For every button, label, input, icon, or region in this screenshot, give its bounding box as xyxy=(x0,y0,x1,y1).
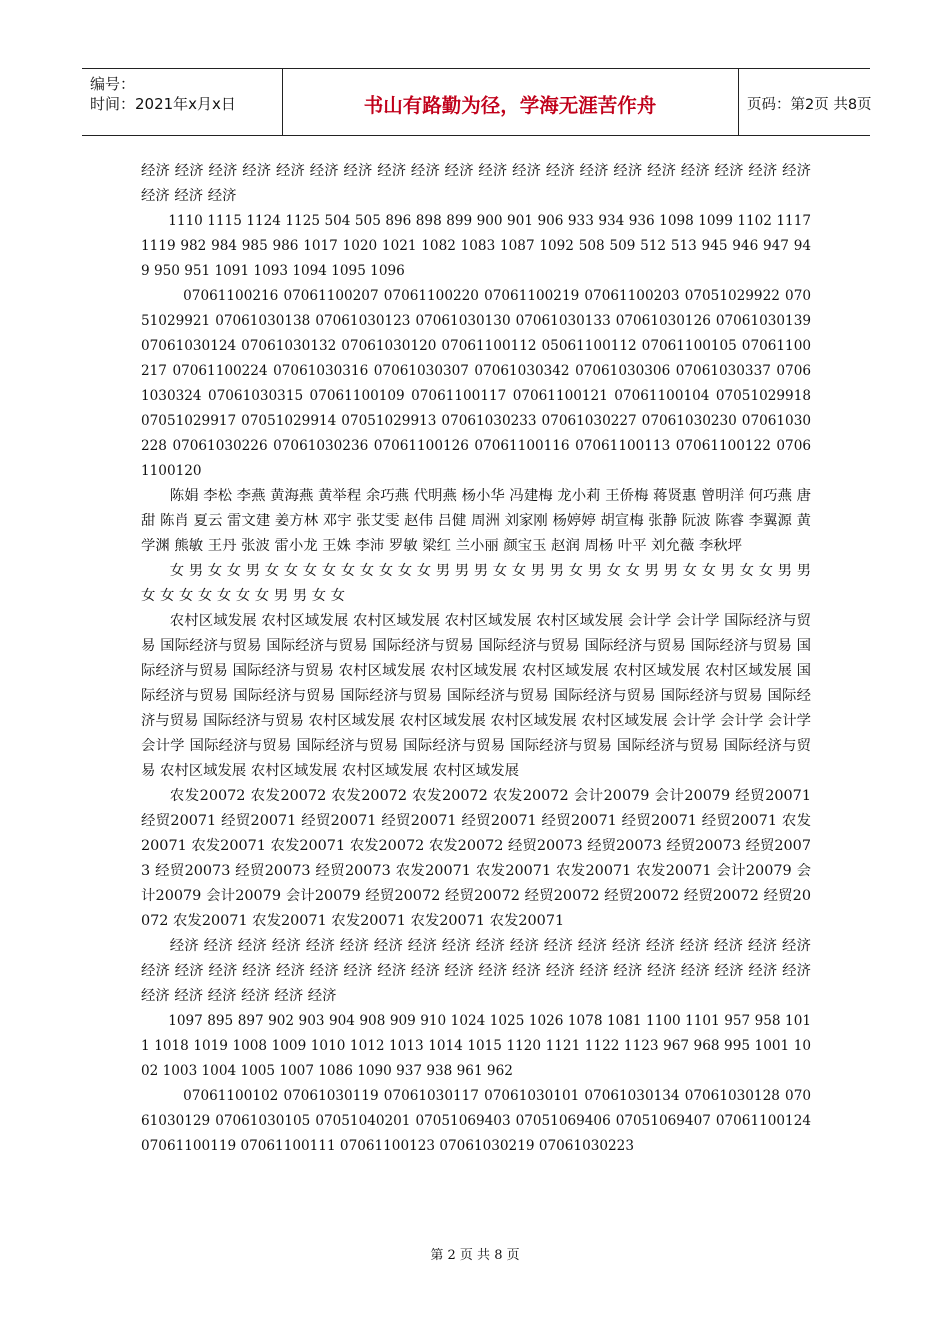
header-info-cell xyxy=(82,69,283,135)
header-page-code: 页码：第2页 共8页 xyxy=(747,97,872,113)
paragraph-genders: 女 男 女 女 男 女 女 女 女 女 女 女 女 女 男 男 男 女 女 男 男 女 男 女 女 男 男 女 女 男 女 女 男 男 女 女 女 女 女 女 女 男 男 女 女 xyxy=(141,563,811,604)
page-footer: 第 2 页 共 8 页 xyxy=(430,1248,520,1263)
document-body xyxy=(141,159,811,1159)
paragraph-classes: 农发20072 农发20072 农发20072 农发20072 农发20072 会计20079 会计20079 经贸20071 经贸20071 经贸20071 经贸20071 经贸20071 经贸20071 经贸20071 经贸20071 经贸20071 农发20071 农发20071 农发20071 农发20072 农发20072 经贸20073 经贸20073 经贸20073 经贸20073 经贸20073 经贸20073 经贸20073 农发20071 农发20071 农发20071 农发20071 会计20079 会计20079 会计20079 会计20079 经贸20072 经贸20072 经贸20072 经贸20072 经贸20072 经贸20072 农发20071 农发20071 农发20071 农发20071 农发20071 xyxy=(141,788,811,929)
paragraph-seat-numbers-2: 1097 895 897 902 903 904 908 909 910 1024 1025 1026 1078 1081 1100 1101 957 958 1011 1018 1019 1008 1009 1010 1012 1013 1014 1015 1120 1121 1122 1123 967 968 995 1001 1002 1003 1004 1005 1007 1086 1090 937 938 961 962 xyxy=(141,1013,811,1079)
paragraph-student-ids: 07061100216 07061100207 07061100220 07061100219 07061100203 07051029922 07051029921 07061030138 07061030123 07061030130 07061030133 07061030126 07061030139 07061030124 07061030132 07061030120 07061100112 05061100112 07061100105 07061100217 07061100224 07061030316 07061030307 07061030342 07061030306 07061030337 07061030324 07061030315 07061100109 07061100117 07061100121 07061100104 07051029918 07051029917 07051029914 07051029913 07061030233 07061030227 07061030230 07061030228 07061030226 07061030236 07061100126 07061100116 07061100113 07061100122 07061100120 xyxy=(141,288,811,479)
paragraph-seat-numbers: 1110 1115 1124 1125 504 505 896 898 899 900 901 906 933 934 936 1098 1099 1102 1117 1119 982 984 985 986 1017 1020 1021 1082 1083 1087 1092 508 509 512 513 945 946 947 949 950 951 1091 1093 1094 1095 1096 xyxy=(141,213,811,279)
paragraph-majors: 农村区域发展 农村区域发展 农村区域发展 农村区域发展 农村区域发展 会计学 会计学 国际经济与贸易 国际经济与贸易 国际经济与贸易 国际经济与贸易 国际经济与贸易 国际经济与贸易 国际经济与贸易 国际经济与贸易 国际经济与贸易 农村区域发展 农村区域发展 农村区域发展 农村区域发展 农村区域发展 国际经济与贸易 国际经济与贸易 国际经济与贸易 国际经济与贸易 国际经济与贸易 国际经济与贸易 国际经济与贸易 国际经济与贸易 农村区域发展 农村区域发展 农村区域发展 农村区域发展 会计学 会计学 会计学 会计学 国际经济与贸易 国际经济与贸易 国际经济与贸易 国际经济与贸易 国际经济与贸易 国际经济与贸易 农村区域发展 农村区域发展 农村区域发展 农村区域发展 xyxy=(141,613,811,779)
document-date-label: 时间：2021年x月x日 xyxy=(90,95,236,113)
paragraph-student-ids-2: 07061100102 07061030119 07061030117 07061030101 07061030134 07061030128 07061030129 07061030105 07051040201 07051069403 07051069406 07051069407 07061100124 07061100119 07061100111 07061100123 07061030219 07061030223 xyxy=(141,1088,811,1154)
page-header xyxy=(82,68,870,136)
paragraph-department-list: 经济 经济 经济 经济 经济 经济 经济 经济 经济 经济 经济 经济 经济 经济 经济 经济 经济 经济 经济 经济 经济 经济 经济 xyxy=(141,163,811,204)
paragraph-department-list-2: 经济 经济 经济 经济 经济 经济 经济 经济 经济 经济 经济 经济 经济 经济 经济 经济 经济 经济 经济 经济 经济 经济 经济 经济 经济 经济 经济 经济 经济 经济 经济 经济 经济 经济 经济 经济 经济 经济 经济 经济 经济 经济 经济 经济 经济 xyxy=(141,938,811,1004)
header-motto: 书山有路勤为径，学海无涯苦作舟 xyxy=(363,94,657,117)
document-number-label: 编号： xyxy=(90,75,136,93)
header-page-cell xyxy=(738,69,870,135)
header-motto-cell xyxy=(282,69,739,135)
paragraph-student-names: 陈娟 李松 李燕 黄海燕 黄举程 余巧燕 代明燕 杨小华 冯建梅 龙小莉 王侨梅 蒋贤惠 曾明洋 何巧燕 唐甜 陈肖 夏云 雷文建 姜方林 邓宇 张艾雯 赵伟 吕健 周洲 刘家刚 杨婷婷 胡宣梅 张静 阮波 陈睿 李翼源 黄学渊 熊敏 王丹 张波 雷小龙 王姝 李沛 罗敏 梁红 兰小丽 颜宝玉 赵润 周杨 叶平 刘允薇 李秋坪 xyxy=(141,488,811,554)
